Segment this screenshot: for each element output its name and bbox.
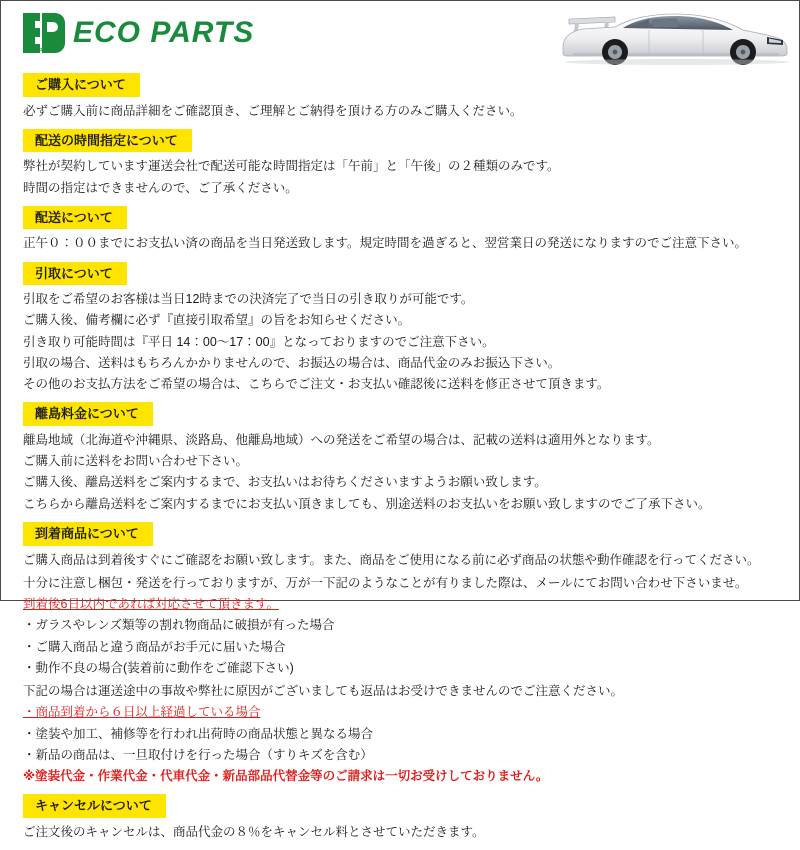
section-line: ・ガラスやレンズ類等の割れ物商品に破損が有った場合 bbox=[23, 618, 335, 633]
section-line: 必ずご購入前に商品詳細をご確認頂き、ご理解とご納得を頂ける方のみご購入ください。 bbox=[23, 103, 523, 118]
section-line: 弊社が契約しています運送会社で配送可能な時間指定は「午前」と「午後」の２種類のみです。 bbox=[23, 159, 560, 174]
section-line: ご注文後のキャンセルは、商品代金の８％をキャンセル料とさせていただきます。 bbox=[23, 824, 485, 839]
section-body bbox=[23, 289, 781, 394]
section-heading: ご購入について bbox=[23, 73, 140, 97]
section-line: ご購入商品は到着後すぐにご確認をお願い致します。また、商品をご使用になる前に必ず商品の状態や動作確認を行ってください。 bbox=[23, 552, 760, 567]
policy-sections bbox=[1, 67, 799, 850]
section-line-alert: ・商品到着から６日以上経過している場合 bbox=[23, 705, 261, 720]
section-line: ご購入後、離島送料をご案内するまで、お支払いはお待ちくださいますようお願い致します。 bbox=[23, 475, 547, 490]
section-heading: 配送について bbox=[23, 206, 127, 230]
section-line-notice: ※塗装代金・作業代金・代車代金・新品部品代替金等のご請求は一切お受けしておりません。 bbox=[23, 769, 549, 784]
section-heading: 配送の時間指定について bbox=[23, 129, 192, 153]
section-body bbox=[23, 550, 781, 787]
section-cancellation bbox=[1, 788, 799, 842]
section-line: 引取の場合、送料はもちろんかかりませんので、お振込の場合は、商品代金のみお振込下さい。 bbox=[23, 355, 561, 370]
section-pickup bbox=[1, 256, 799, 395]
section-line: 引き取り可能時間は『平日 14：00〜17：00』となっておりますのでご注意下さい。 bbox=[23, 334, 495, 349]
section-line: ・ご購入商品と違う商品がお手元に届いた場合 bbox=[23, 639, 286, 654]
section-line: ・新品の商品は、一旦取付けを行った場合（すりキズを含む） bbox=[23, 747, 373, 762]
section-body bbox=[23, 233, 781, 253]
section-line: 正午０：００までにお支払い済の商品を当日発送致します。規定時間を過ぎると、翌営業日の発送になりますのでご注意下さい。 bbox=[23, 236, 748, 251]
logo-mark-subtext: Eco Parts bbox=[25, 48, 53, 55]
section-line: 離島地域（北海道や沖縄県、淡路島、他離島地域）への発送をご希望の場合は、記載の送料は適用外となります。 bbox=[23, 432, 660, 447]
section-arrived-goods bbox=[1, 516, 799, 786]
section-body bbox=[23, 430, 781, 514]
brand-logo bbox=[23, 13, 254, 53]
section-line: ご購入前に送料をお問い合わせ下さい。 bbox=[23, 454, 249, 469]
section-purchase bbox=[1, 67, 799, 121]
section-line: 下記の場合は運送途中の事故や弊社に原因がございましても返品はお受けできませんのでご注意ください。 bbox=[23, 684, 624, 699]
section-line-alert: 到着後6日以内であれば対応させて頂きます。 bbox=[23, 597, 279, 612]
sports-car-image bbox=[553, 3, 793, 65]
page-header bbox=[1, 1, 799, 67]
eco-parts-logo-icon bbox=[23, 13, 65, 53]
section-delivery-time bbox=[1, 123, 799, 198]
section-shipping bbox=[1, 200, 799, 254]
section-line: 引取をご希望のお客様は当日12時までの決済完了で当日の引き取りが可能です。 bbox=[23, 292, 474, 307]
section-heading: 引取について bbox=[23, 262, 127, 286]
section-line: 十分に注意し梱包・発送を行っておりますが、万が一下記のようなことが有りました際は、メールにてお問い合わせ下さいませ。 bbox=[23, 575, 748, 590]
section-remote-island-fee bbox=[1, 396, 799, 514]
section-line: ・塗装や加工、補修等を行われ出荷時の商品状態と異なる場合 bbox=[23, 726, 374, 741]
section-line: 時間の指定はできませんので、ご了承ください。 bbox=[23, 180, 298, 195]
section-body bbox=[23, 101, 781, 121]
section-line: その他のお支払方法をご希望の場合は、こちらでご注文・お支払い確認後に送料を修正させて頂きます。 bbox=[23, 377, 610, 392]
section-body bbox=[23, 822, 781, 842]
section-body bbox=[23, 156, 781, 198]
brand-name: ECO PARTS bbox=[73, 16, 255, 49]
section-line: ・動作不良の場合(装着前に動作をご確認下さい) bbox=[23, 660, 294, 675]
section-line: ご購入後、備考欄に必ず『直接引取希望』の旨をお知らせください。 bbox=[23, 313, 411, 328]
section-heading: 離島料金について bbox=[23, 402, 153, 426]
section-heading: 到着商品について bbox=[23, 522, 153, 546]
section-heading: キャンセルについて bbox=[23, 794, 166, 818]
section-line: こちらから離島送料をご案内するまでにお支払い頂きましても、別途送料のお支払いをお願い致しますのでご了承下さい。 bbox=[23, 496, 711, 511]
